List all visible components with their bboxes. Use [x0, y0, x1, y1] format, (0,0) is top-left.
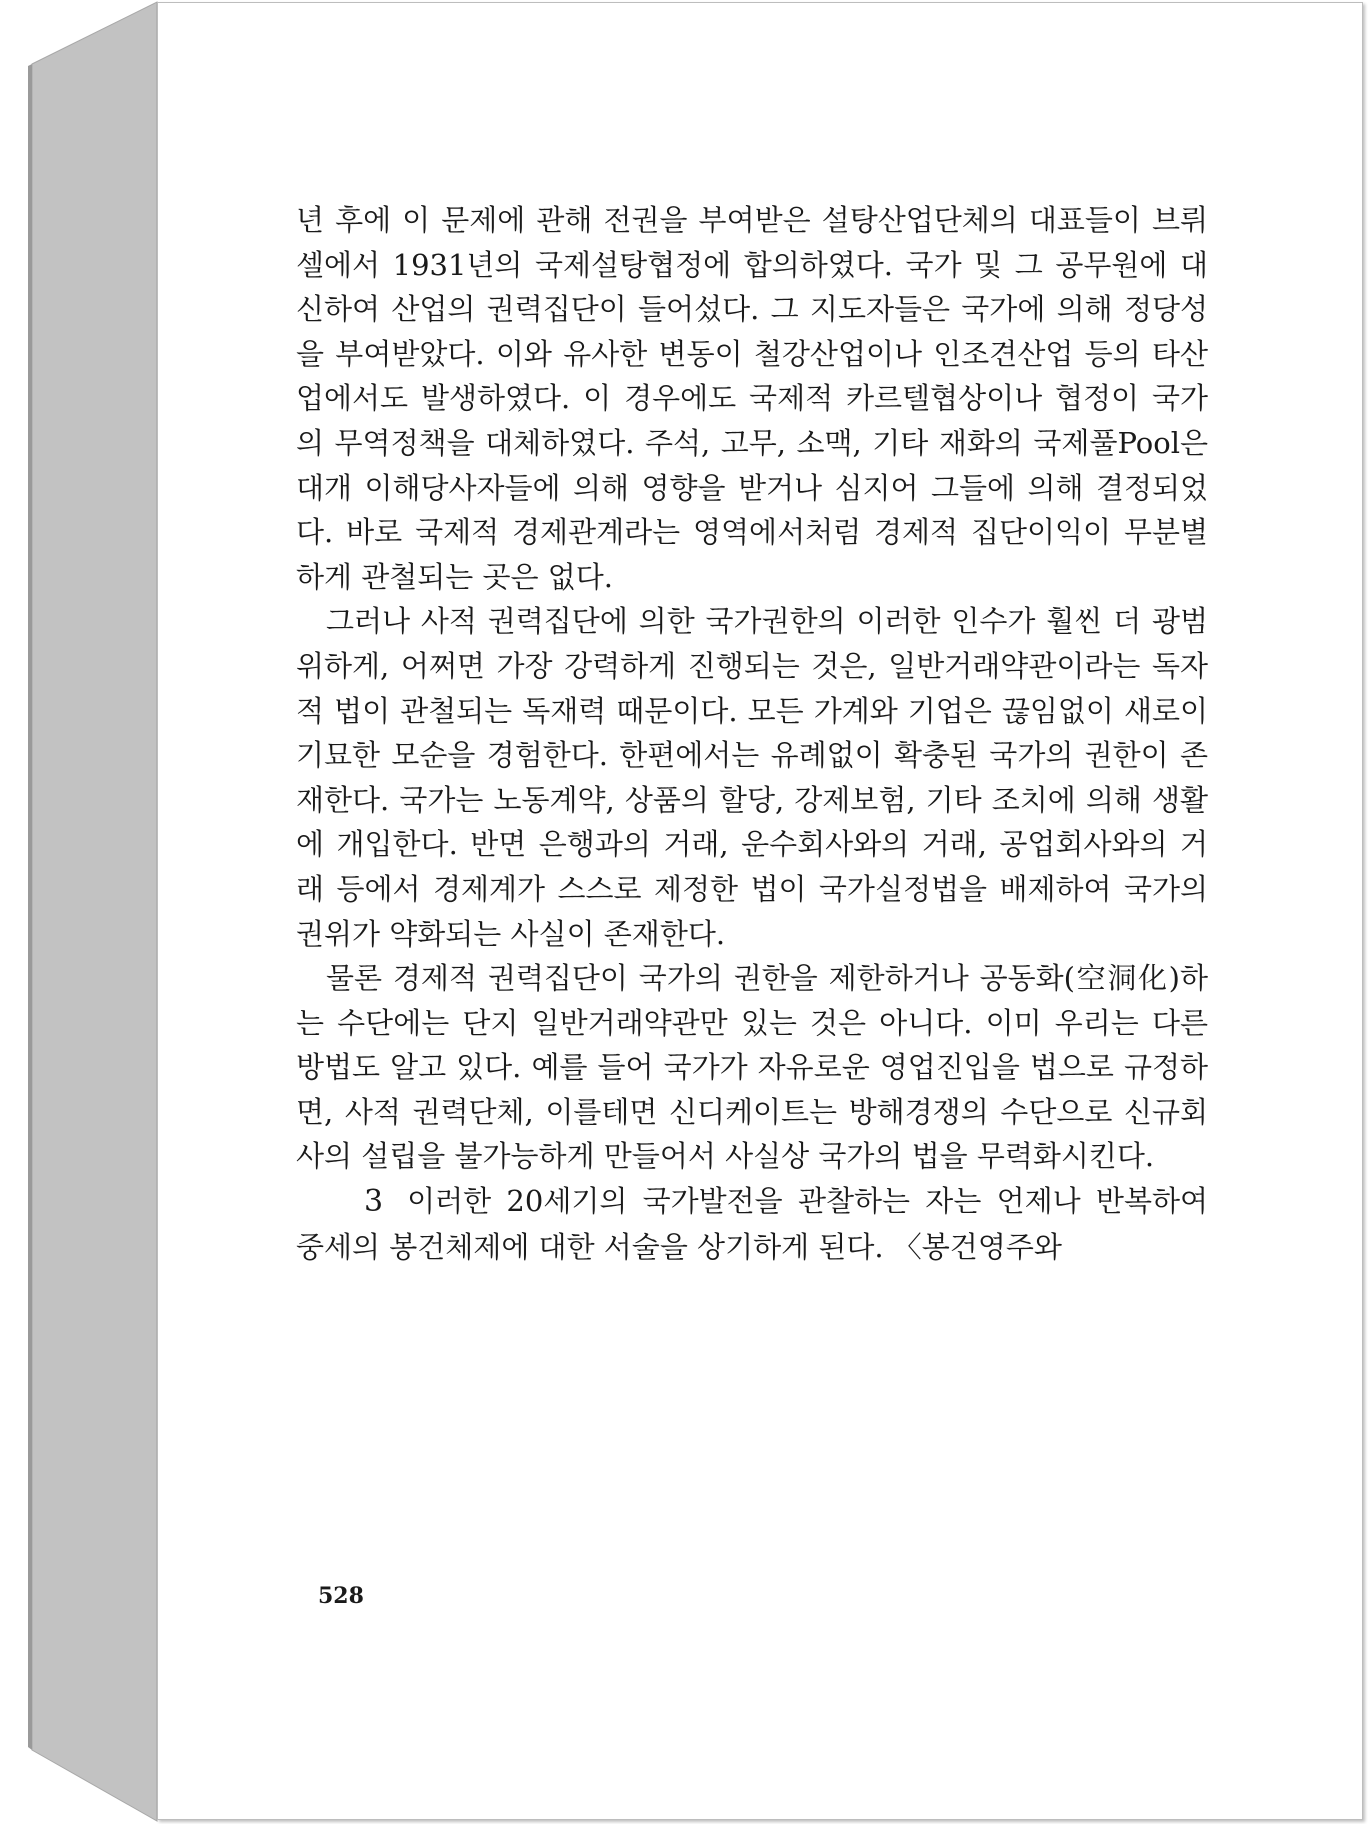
page-body-text	[296, 198, 1208, 1269]
paragraph-3: 물론 경제적 권력집단이 국가의 권한을 제한하거나 공동화(空洞化)하는 수단에는 단지 일반거래약관만 있는 것은 아니다. 이미 우리는 다른 방법도 알고 있다. 예를 들어 국가가 자유로운 영업진입을 법으로 규정하면, 사적 권력단체, 이를테면 신디케이트는 방해경쟁의 수단으로 신규회사의 설립을 불가능하게 만들어서 사실상 국가의 법을 무력화시킨다.	[296, 961, 1208, 1174]
paragraph-2: 그러나 사적 권력집단에 의한 국가권한의 이러한 인수가 훨씬 더 광범위하게, 어쩌면 가장 강력하게 진행되는 것은, 일반거래약관이라는 독자적 법이 관철되는 독재력 때문이다. 모든 가계와 기업은 끊임없이 새로이 기묘한 모순을 경험한다. 한편에서는 유례없이 확충된 국가의 권한이 존재한다. 국가는 노동계약, 상품의 할당, 강제보험, 기타 조치에 의해 생활에 개입한다. 반면 은행과의 거래, 운수회사와의 거래, 공업회사와의 거래 등에서 경제계가 스스로 제정한 법이 국가실정법을 배제하여 국가의 권위가 약화되는 사실이 존재한다.	[296, 604, 1208, 951]
section-paragraph	[296, 1179, 1208, 1269]
paragraph-1: 년 후에 이 문제에 관해 전권을 부여받은 설탕산업단체의 대표들이 브뤼셀에서 1931년의 국제설탕협정에 합의하였다. 국가 및 그 공무원에 대신하여 산업의 권력집단이 들어섰다. 그 지도자들은 국가에 의해 정당성을 부여받았다. 이와 유사한 변동이 철강산업이나 인조견산업 등의 타산업에서도 발생하였다. 이 경우에도 국제적 카르텔협상이나 협정이 국가의 무역정책을 대체하였다. 주석, 고무, 소맥, 기타 재화의 국제풀Pool은 대개 이해당사자들에 의해 영향을 받거나 심지어 그들에 의해 결정되었다. 바로 국제적 경제관계라는 영역에서처럼 경제적 집단이익이 무분별하게 관철되는 곳은 없다.	[296, 203, 1208, 594]
section-number: 3	[364, 1184, 384, 1220]
section-text: 이러한 20세기의 국가발전을 관찰하는 자는 언제나 반복하여 중세의 봉건체제에 대한 서술을 상기하게 된다. 〈봉건영주와	[296, 1184, 1208, 1264]
page-number: 528	[318, 1583, 364, 1609]
